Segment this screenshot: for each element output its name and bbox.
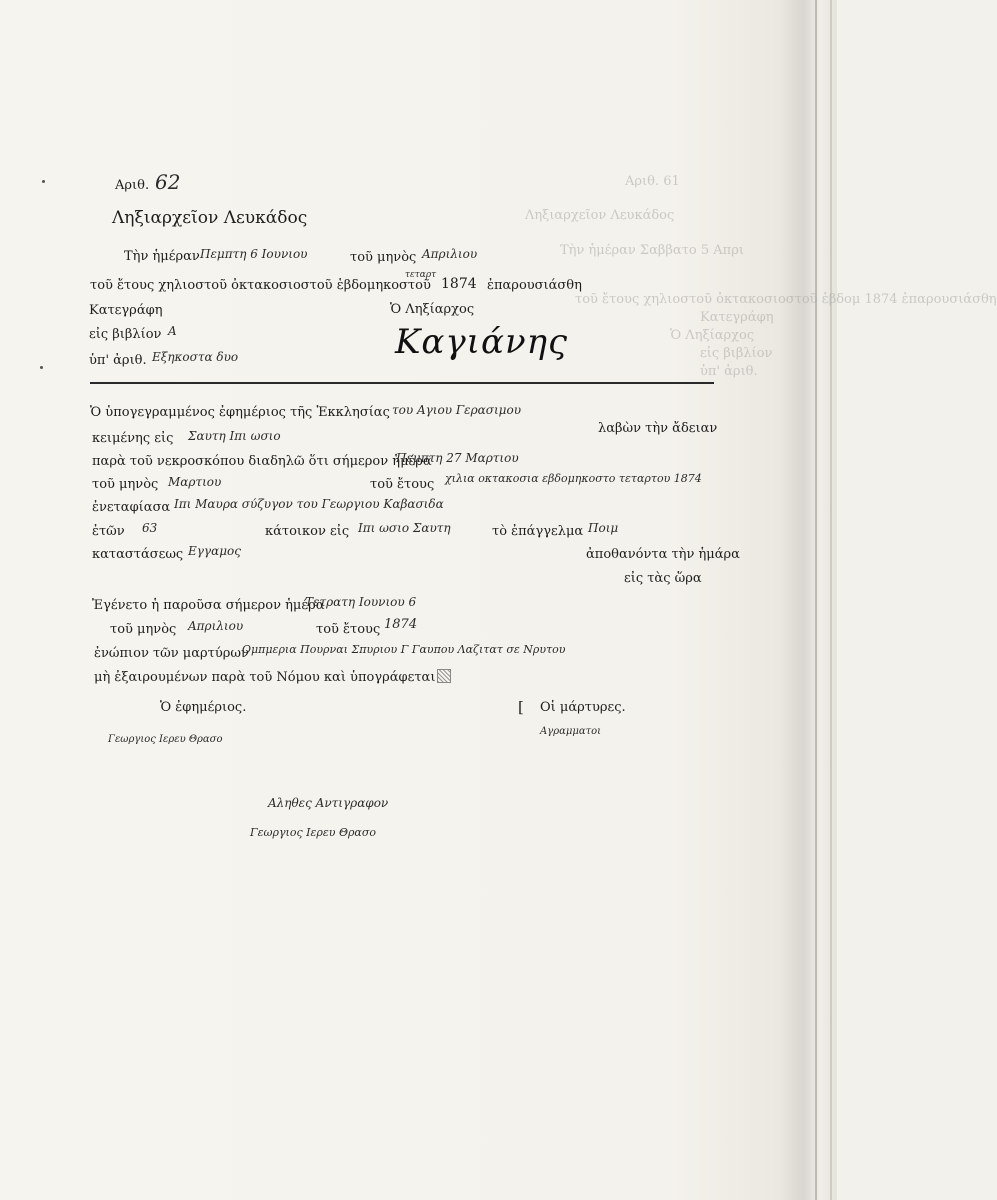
died-label: ἀποθανόντα τὴν ἡμάρα [586, 547, 740, 562]
witnesses-line: ἐνώπιον τῶν μαρτύρων [94, 646, 249, 661]
month-label: τοῦ μηνὸς [350, 250, 417, 265]
number-under-label: ὑπ' ἀριθ. [89, 353, 147, 368]
bleed-through-text: Τὴν ἡμέραν Σαββατο 5 Απρι [560, 243, 744, 258]
body-line-3: παρὰ τοῦ νεκροσκόπου διαδηλῶ ὅτι σήμερον ἡμέρα [92, 454, 432, 469]
margin-dot [42, 180, 45, 183]
number-value: 62 [155, 170, 181, 194]
body-line-1: Ὁ ὑπογεγραμμένος ἐφημέριος τῆς Ἐκκλησίας [90, 405, 390, 420]
day-label: Τὴν ἡμέραν [124, 249, 200, 264]
closing-line-1: Ἐγένετο ἡ παροῦσα σήμερον ἡμέρα [92, 598, 325, 613]
day-value: Πεμπτη 6 Ιουνιου [200, 247, 308, 261]
appeared-label: ἐπαρουσιάσθη [487, 278, 582, 293]
profession-label: τὸ ἐπάγγελμα [492, 524, 584, 539]
recorded-label: Κατεγράφη [89, 303, 163, 318]
witnesses-names: Ομπμερια Πουρναι Σπυριου Γ Γαυπου Λαζιτατ σε Νρυτου [242, 643, 566, 656]
bleed-through-text: Αριθ. 61 [625, 174, 680, 189]
hour-label: εἰς τὰς ὥρα [624, 571, 702, 586]
burial-month: Μαρτιου [168, 475, 222, 489]
year-number: 1874 [441, 276, 477, 292]
priest-signature: Γεωργιος Ιερευ Θρασο [108, 734, 223, 745]
closing-month-label: τοῦ μηνὸς [110, 622, 177, 637]
final-signature: Γεωργιος Ιερευ Θρασο [250, 826, 376, 839]
number-under-value: Εξηκοστα δυο [152, 350, 239, 364]
year-hand: τεταρτ [405, 270, 437, 280]
body-line-2: κειμένης εἰς [92, 431, 174, 446]
deceased-name: Ιπι Μαυρα σύζυγον του Γεωργιου Καβασιδα [174, 497, 444, 511]
page-edge [830, 0, 832, 1200]
closing-month: Απριλιου [188, 619, 244, 633]
margin-dot [40, 366, 43, 369]
signed-line: μὴ ἐξαιρουμένων παρὰ τοῦ Νόμου καὶ ὑπογράφεται [94, 670, 436, 685]
age-value: 63 [142, 521, 158, 535]
bleed-through-text: ὑπ' ἀριθ. [700, 364, 758, 379]
bracket-mark: [ [518, 698, 524, 716]
witness-signature: Αγραμματοι [540, 726, 602, 737]
book-value: Α [168, 324, 177, 338]
burial-year: χιλια οκτακοσια εβδομηκοστο τεταρτου 1874 [445, 472, 702, 485]
status-value: Εγγαμος [188, 544, 241, 558]
year-line: τοῦ ἔτους χηλιοστοῦ ὀκτακοσιοστοῦ ἑβδομηκοστοῦ [90, 278, 431, 293]
closing-day: Τετρατη Ιουνιου 6 [305, 595, 417, 609]
true-copy-note: Αληθες Αντιγραφον [268, 796, 389, 810]
bleed-through-text: εἰς βιβλίον [700, 346, 773, 361]
church-location: Σαυτη Ιπι ωσιο [188, 429, 281, 443]
month-label-2: τοῦ μηνὸς [92, 477, 159, 492]
month-value: Απριλιου [422, 247, 478, 261]
bleed-through-text: τοῦ ἔτους χηλιοστοῦ ὀκτακοσιοστοῦ ἑβδομ 1874 ἐπαρουσιάσθη [575, 292, 997, 307]
buried-label: ἐνεταφίασα [92, 500, 171, 515]
burial-day: Πεμπτη 27 Μαρτιου [396, 451, 519, 465]
small-stamp [437, 669, 451, 683]
permission-label: λαβὼν τὴν ἄδειαν [598, 421, 718, 436]
page-edge [815, 0, 817, 1200]
registrar-signature: Καγιάνης [395, 322, 569, 362]
book-label: εἰς βιβλίον [89, 327, 162, 342]
section-divider [90, 382, 714, 384]
resident-label: κάτοικον εἰς [265, 524, 350, 539]
bleed-through-text: Ὁ Ληξίαρχος [670, 328, 755, 343]
church-name: του Αγιου Γερασιμου [392, 403, 521, 417]
status-label: καταστάσεως [92, 547, 184, 562]
age-label: ἐτῶν [92, 524, 125, 539]
number-label: Αριθ. [115, 178, 150, 193]
registrar-label: Ὁ Ληξίαρχος [390, 302, 475, 317]
closing-year-label: τοῦ ἔτους [316, 622, 381, 637]
office-title: Ληξιαρχεῖον Λευκάδος [112, 208, 308, 228]
bleed-through-text: Ληξιαρχεῖον Λευκάδος [525, 208, 675, 223]
priest-label: Ὁ ἐφημέριος. [160, 700, 247, 715]
year-label-2: τοῦ ἔτους [370, 477, 435, 492]
residence-value: Ιπι ωσιο Σαυτη [358, 521, 451, 535]
witnesses-label: Οἱ μάρτυρες. [540, 700, 626, 715]
closing-year: 1874 [384, 617, 418, 632]
profession-value: Ποιμ [588, 521, 619, 535]
bleed-through-text: Κατεγράφη [700, 310, 774, 325]
